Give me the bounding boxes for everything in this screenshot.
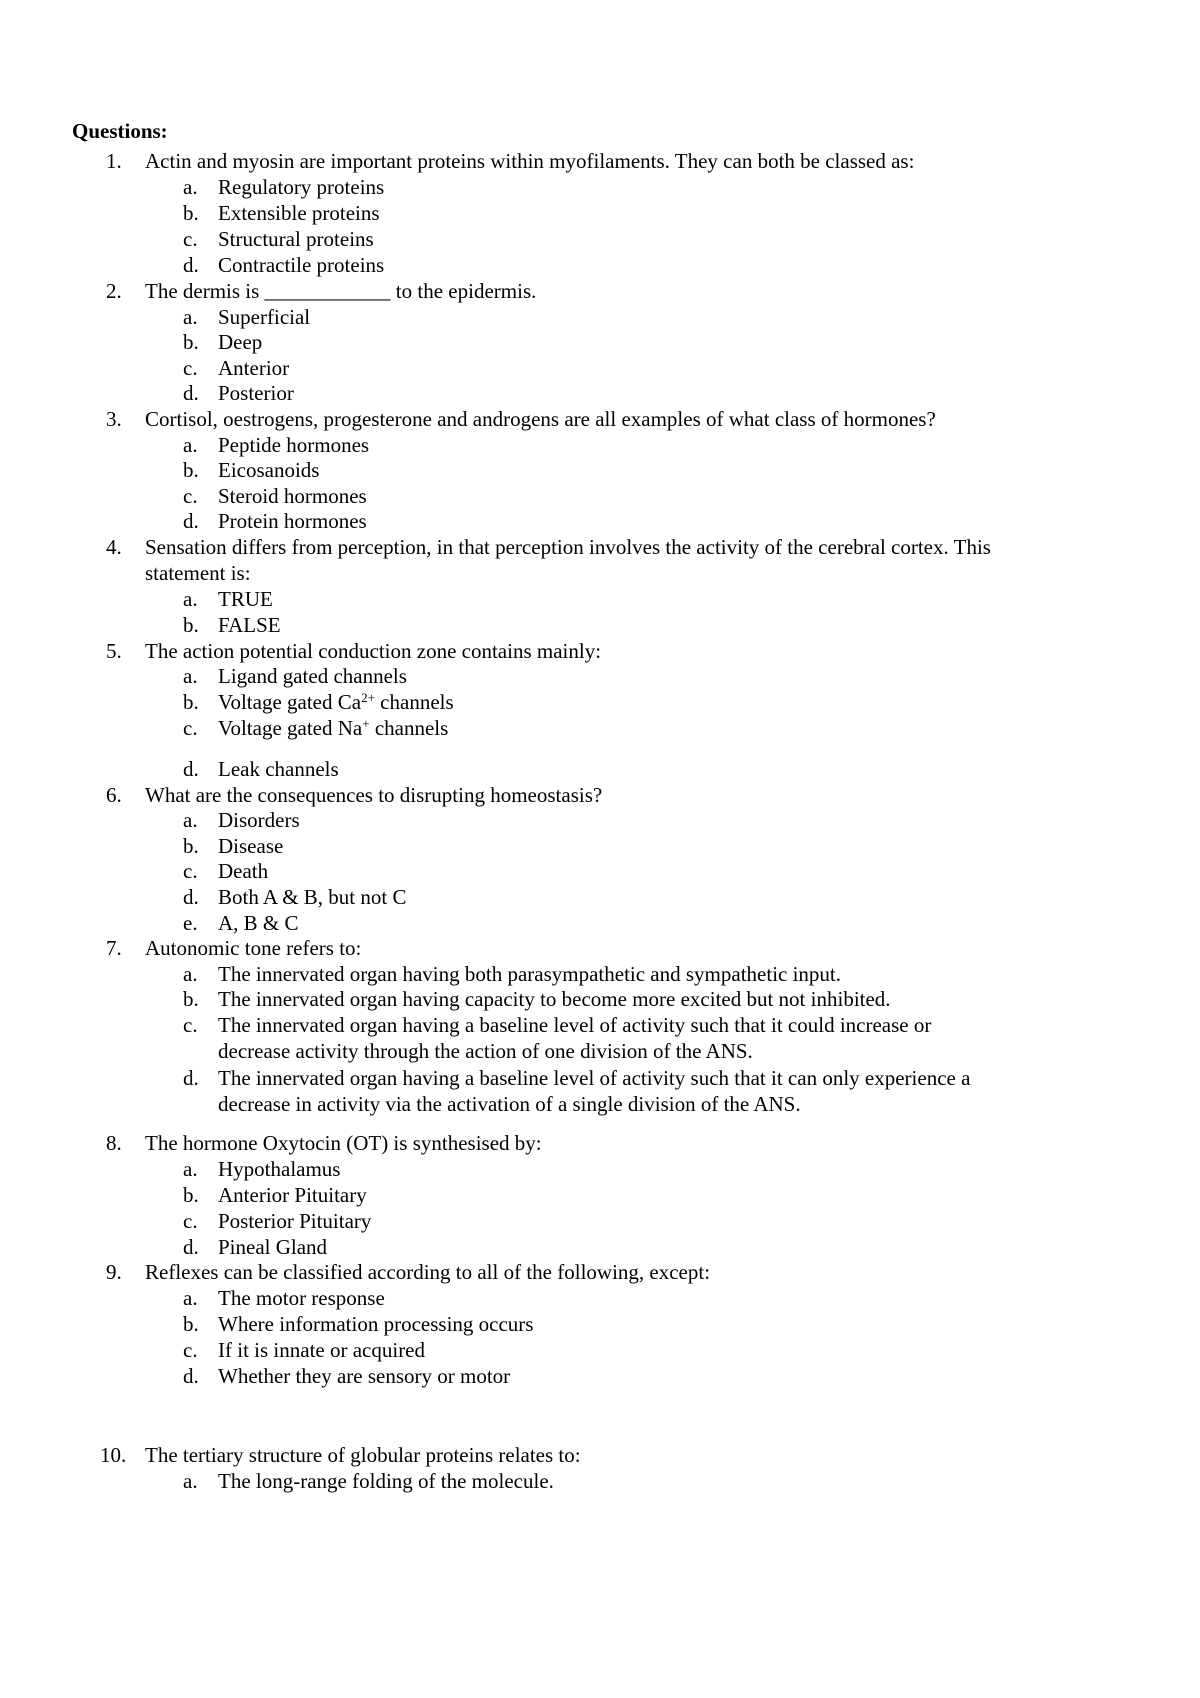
option-text-main: The innervated organ having a baseline level of activity such that it can only experience a [218, 1066, 971, 1090]
option-text-main: Steroid hormones [218, 484, 367, 508]
option-text-main: Superficial [218, 305, 311, 329]
option-text-main: Extensible proteins [218, 201, 380, 225]
question-text: statement is: [145, 561, 251, 585]
option-letter: c. [183, 716, 198, 740]
option-text [218, 173, 384, 201]
option-text-main: Anterior Pituitary [218, 1183, 367, 1207]
option-text-main: The innervated organ having capacity to become more excited but not inhibited. [218, 987, 891, 1011]
option-letter: d. [183, 1066, 199, 1090]
option-text [218, 431, 369, 459]
option-letter: c. [183, 1209, 198, 1233]
question-number: 6. [106, 783, 122, 807]
option-text-main: Disease [218, 834, 284, 858]
option-text [218, 1336, 425, 1364]
option-text-main: Peptide hormones [218, 433, 370, 457]
option-text [218, 1310, 533, 1338]
option-text [218, 379, 294, 407]
option-letter: b. [183, 834, 199, 858]
option-text [218, 1064, 970, 1092]
option-text [218, 1233, 327, 1261]
option-letter: b. [183, 1312, 199, 1336]
option-letter: e. [183, 911, 198, 935]
option-text [218, 806, 300, 834]
option-text-main: Regulatory proteins [218, 175, 385, 199]
option-letter: b. [183, 613, 199, 637]
option-text [218, 755, 339, 783]
option-text-after: channels [374, 690, 454, 714]
option-text-main: Contractile proteins [218, 253, 385, 277]
option-text-main: Disorders [218, 808, 300, 832]
question-number: 7. [106, 936, 122, 960]
option-letter: b. [183, 201, 199, 225]
option-text [218, 1207, 371, 1235]
option-letter: a. [183, 305, 198, 329]
option-text [218, 909, 299, 937]
option-text-main: Leak channels [218, 757, 339, 781]
option-text-main: Posterior Pituitary [218, 1209, 372, 1233]
option-letter: c. [183, 356, 198, 380]
option-letter: d. [183, 381, 199, 405]
option-text-main: The long-range folding of the molecule. [218, 1469, 554, 1493]
option-text-after: channels [369, 716, 449, 740]
option-letter: a. [183, 587, 198, 611]
option-text-main: TRUE [218, 587, 273, 611]
option-text-main: If it is innate or acquired [218, 1338, 426, 1362]
option-text-main: Both A & B, but not C [218, 885, 407, 909]
option-text [218, 1011, 931, 1039]
option-letter: a. [183, 1286, 198, 1310]
option-text [218, 662, 407, 690]
question-number: 1. [106, 149, 122, 173]
option-text [218, 251, 384, 279]
option-letter: d. [183, 1364, 199, 1388]
option-text [218, 585, 273, 613]
option-text-main: Protein hormones [218, 509, 367, 533]
option-text [218, 985, 891, 1013]
option-text [218, 960, 841, 988]
option-text [218, 1155, 340, 1183]
option-text-main: Pineal Gland [218, 1235, 328, 1259]
option-text [218, 883, 406, 911]
option-text-main: Hypothalamus [218, 1157, 341, 1181]
option-text-main: Anterior [218, 356, 290, 380]
question-text: Cortisol, oestrogens, progesterone and androgens are all examples of what class of hormones? [145, 407, 936, 431]
option-letter: c. [183, 859, 198, 883]
question-number: 9. [106, 1260, 122, 1284]
option-letter: b. [183, 330, 199, 354]
option-letter: d. [183, 885, 199, 909]
questions-heading: Questions: [72, 119, 168, 143]
option-text [218, 1362, 510, 1390]
option-text [218, 714, 448, 742]
option-letter: a. [183, 1469, 198, 1493]
question-text: What are the consequences to disrupting homeostasis? [145, 783, 603, 807]
option-text [218, 507, 367, 535]
option-text-main: FALSE [218, 613, 281, 637]
option-letter: b. [183, 458, 199, 482]
option-text-main: Whether they are sensory or motor [218, 1364, 511, 1388]
option-letter: d. [183, 757, 199, 781]
option-text [218, 611, 281, 639]
option-letter: c. [183, 1013, 198, 1037]
question-text: Actin and myosin are important proteins within myofilaments. They can both be classed as: [145, 149, 915, 173]
option-text [218, 303, 310, 331]
question-number: 8. [106, 1131, 122, 1155]
option-letter: a. [183, 1157, 198, 1181]
question-text: The tertiary structure of globular proteins relates to: [145, 1443, 581, 1467]
option-letter: c. [183, 484, 198, 508]
ion-charge-superscript: + [362, 716, 370, 731]
question-text: The hormone Oxytocin (OT) is synthesised by: [145, 1131, 542, 1155]
question-number: 10. [100, 1443, 127, 1467]
option-text-main: The innervated organ having both parasympathetic and sympathetic input. [218, 962, 842, 986]
option-letter: d. [183, 1235, 199, 1259]
option-letter: d. [183, 253, 199, 277]
question-text: The dermis is ____________ to the epidermis. [145, 279, 537, 303]
option-text-main: Where information processing occurs [218, 1312, 534, 1336]
option-letter: c. [183, 227, 198, 251]
option-text [218, 354, 289, 382]
question-number: 5. [106, 639, 122, 663]
option-text-continued: decrease in activity via the activation of a single division of the ANS. [218, 1092, 801, 1116]
question-number: 3. [106, 407, 122, 431]
option-text [218, 688, 454, 716]
option-text-main: Posterior [218, 381, 294, 405]
option-text-main: Deep [218, 330, 263, 354]
option-text-main: Structural proteins [218, 227, 374, 251]
option-letter: a. [183, 175, 198, 199]
option-text-main: The innervated organ having a baseline level of activity such that it could increase or [218, 1013, 932, 1037]
option-text-main: The motor response [218, 1286, 385, 1310]
question-text: Sensation differs from perception, in that perception involves the activity of the cerebral cortex. This [145, 535, 991, 559]
option-text [218, 482, 367, 510]
option-text [218, 328, 262, 356]
question-number: 2. [106, 279, 122, 303]
option-text [218, 456, 319, 484]
question-text: Reflexes can be classified according to all of the following, except: [145, 1260, 711, 1284]
option-text [218, 1284, 385, 1312]
ion-charge-superscript: 2+ [361, 690, 375, 705]
option-text-continued: decrease activity through the action of one division of the ANS. [218, 1039, 753, 1063]
option-letter: a. [183, 433, 198, 457]
option-letter: b. [183, 1183, 199, 1207]
option-letter: c. [183, 1338, 198, 1362]
question-text: Autonomic tone refers to: [145, 936, 362, 960]
option-text [218, 1181, 367, 1209]
option-text-main: Death [218, 859, 269, 883]
option-letter: a. [183, 808, 198, 832]
question-number: 4. [106, 535, 122, 559]
option-letter: a. [183, 962, 198, 986]
option-text-main: Voltage gated Ca [218, 690, 362, 714]
question-text: The action potential conduction zone contains mainly: [145, 639, 602, 663]
option-text-main: Ligand gated channels [218, 664, 407, 688]
option-text [218, 225, 374, 253]
option-text-main: Eicosanoids [218, 458, 320, 482]
option-text-main: A, B & C [218, 911, 299, 935]
option-text [218, 832, 283, 860]
option-text [218, 857, 268, 885]
option-text-main: Voltage gated Na [218, 716, 363, 740]
option-letter: a. [183, 664, 198, 688]
option-text [218, 1467, 554, 1495]
option-letter: b. [183, 987, 199, 1011]
option-text [218, 199, 380, 227]
option-letter: d. [183, 509, 199, 533]
option-letter: b. [183, 690, 199, 714]
